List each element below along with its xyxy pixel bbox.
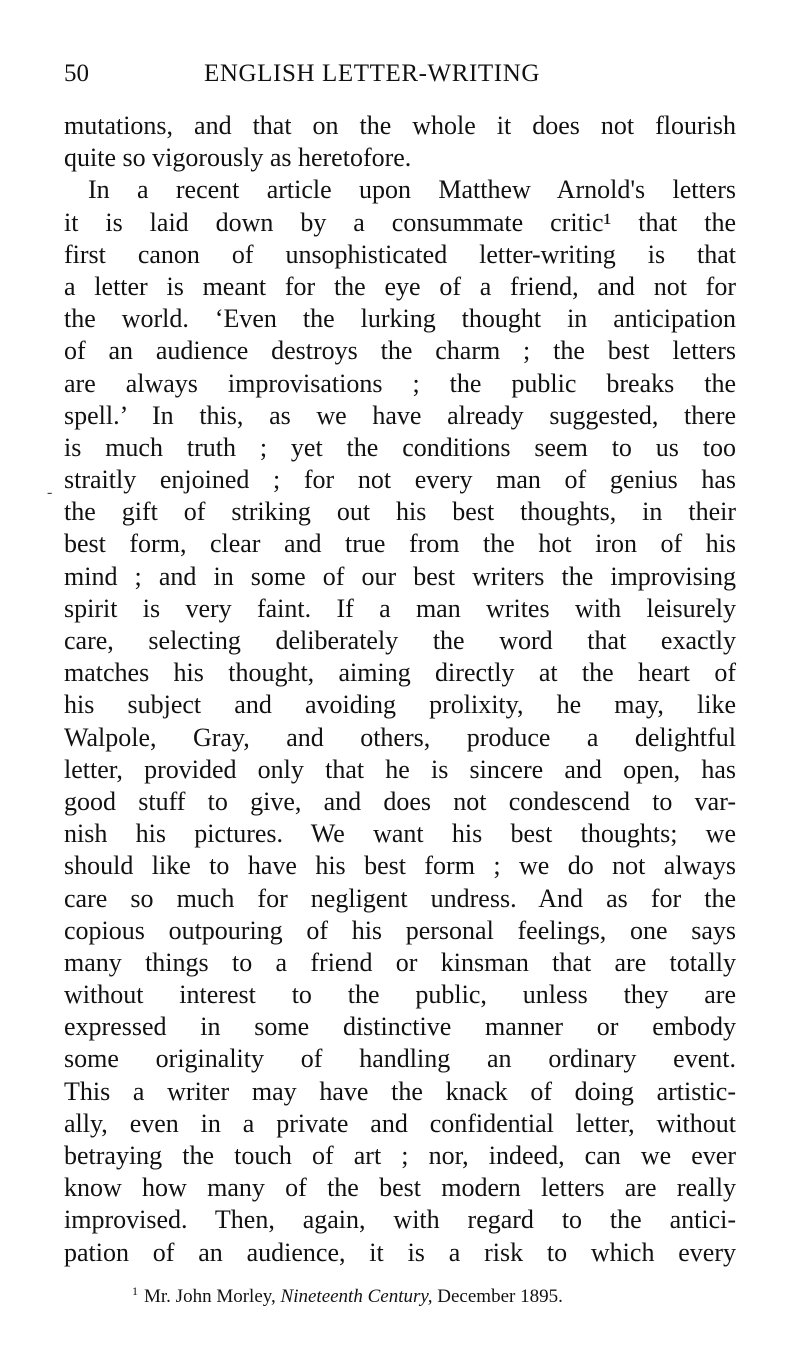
text-line: it is laid down by a consummate critic¹ that the	[64, 207, 736, 237]
text-line: expressed in some distinctive manner or embody	[64, 1012, 736, 1042]
footnote	[132, 1277, 563, 1311]
text-line: are always improvisations ; the public breaks the	[64, 368, 736, 398]
page-number: 50	[64, 60, 89, 87]
text-line: spell.’ In this, as we have already suggested, there	[64, 400, 736, 430]
text-line: betraying the touch of art ; nor, indeed, can we ever	[64, 1141, 736, 1170]
text-line: care so much for negligent undress. And as for the	[64, 883, 736, 913]
text-line: straitly enjoined ; for not every man of genius has	[64, 465, 736, 495]
text-line: a letter is meant for the eye of a friend, and not for	[64, 271, 736, 301]
text-line: matches his thought, aiming directly at the heart of	[64, 658, 736, 688]
text-line: know how many of the best modern letters are really	[64, 1173, 736, 1203]
text-line: quite so vigorously as heretofore.	[64, 143, 412, 173]
running-head	[64, 56, 736, 92]
footnote-date: December 1895.	[437, 1286, 563, 1307]
footnote-author: Mr. John Morley,	[144, 1286, 276, 1307]
running-title: ENGLISH LETTER-WRITING	[204, 60, 541, 87]
text-line: should like to have his best form ; we do not always	[64, 851, 736, 881]
text-line: letter, provided only that he is sincere and open, has	[64, 754, 736, 784]
text-line: the world. ‘Even the lurking thought in anticipation	[64, 304, 736, 334]
text-line: of an audience destroys the charm ; the best letters	[64, 336, 736, 366]
text-line: nish his pictures. We want his best thoughts; we	[64, 819, 736, 849]
text-line: good stuff to give, and does not condescend to var-	[64, 786, 736, 816]
text-line: mind ; and in some of our best writers the improvising	[64, 561, 736, 591]
text-line: spirit is very faint. If a man writes with leisurely	[64, 593, 736, 623]
text-line: Walpole, Gray, and others, produce a delightful	[64, 722, 736, 752]
text-line: best form, clear and true from the hot iron of his	[64, 529, 736, 559]
text-line: pation of an audience, it is a risk to which every	[64, 1237, 736, 1267]
text-line: improvised. Then, again, with regard to the antici-	[64, 1205, 736, 1235]
text-line: some originality of handling an ordinary event.	[64, 1044, 736, 1074]
text-line: This a writer may have the knack of doing artistic-	[64, 1076, 736, 1106]
body-text	[64, 110, 736, 1269]
text-line: the gift of striking out his best thoughts, in their	[64, 497, 736, 527]
text-line: his subject and avoiding prolixity, he may, like	[64, 690, 736, 720]
text-line: care, selecting deliberately the word that exactly	[64, 626, 736, 655]
footnote-publication: Nineteenth Century,	[280, 1286, 433, 1307]
text-line: without interest to the public, unless they are	[64, 980, 736, 1010]
footnote-marker: 1	[132, 1284, 138, 1298]
text-line: many things to a friend or kinsman that are totally	[64, 947, 736, 977]
text-line: mutations, and that on the whole it does not flourish	[64, 111, 736, 140]
text-line: is much truth ; yet the conditions seem to us too	[64, 432, 736, 462]
margin-mark: -	[47, 484, 53, 501]
text-line: ally, even in a private and confidential letter, without	[64, 1108, 736, 1138]
text-line: copious outpouring of his personal feelings, one says	[64, 915, 736, 945]
text-line: first canon of unsophisticated letter-writing is that	[64, 239, 736, 269]
text-line: In a recent article upon Matthew Arnold's letters	[88, 175, 736, 205]
